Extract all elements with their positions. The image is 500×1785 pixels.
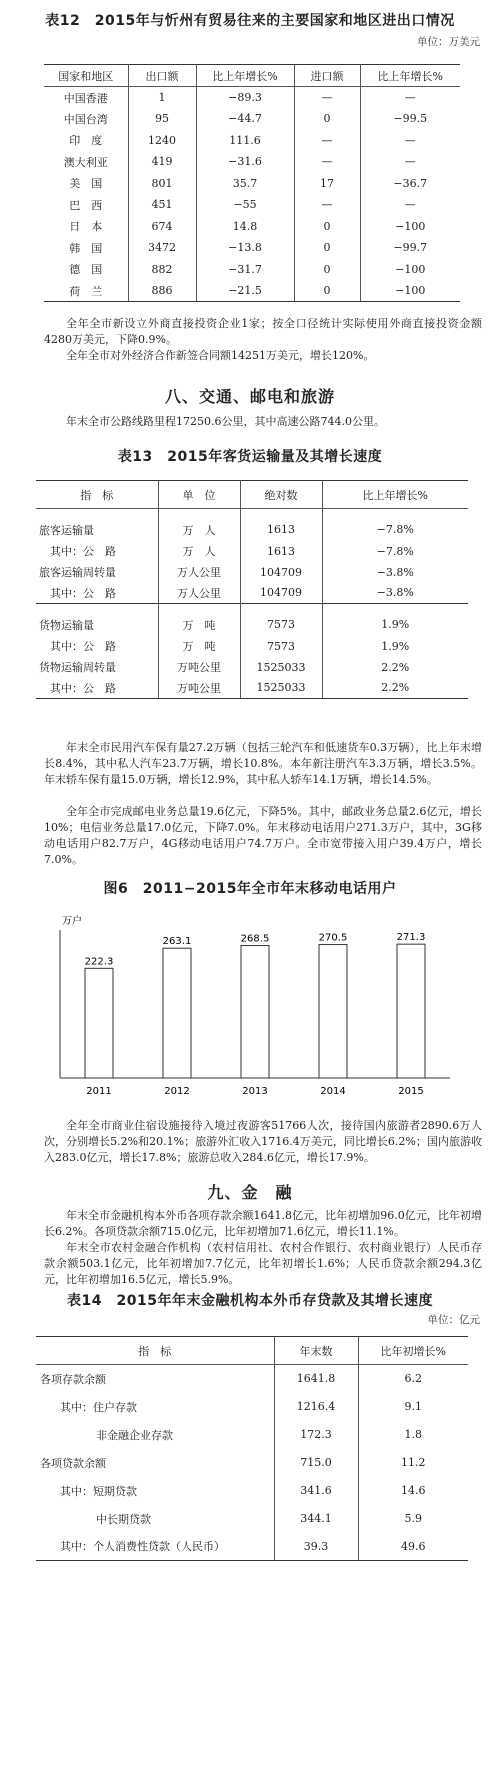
table13-cell: 2.2%: [322, 678, 468, 699]
table13-row: [36, 583, 468, 604]
table13-row: [36, 604, 468, 636]
table13-cell: 万人公里: [158, 562, 240, 583]
table12-cell: 3472: [128, 237, 196, 259]
table13-cell: 货物运输周转量: [36, 657, 158, 678]
table12-cell: 419: [128, 151, 196, 173]
table12-cell: 0: [294, 216, 360, 238]
chart-value-label: 270.5: [318, 932, 348, 944]
table14-cell: 715.0: [274, 1449, 358, 1477]
table14-row: [36, 1477, 468, 1505]
table12-cell: 日 本: [44, 216, 128, 238]
table12-title: 表12 2015年与忻州有贸易往来的主要国家和地区进出口情况: [45, 13, 455, 29]
table14-cell: 9.1: [404, 1400, 422, 1413]
table12-row: [44, 108, 460, 130]
table12-header-import: 进口额: [294, 65, 360, 87]
table12-cell: 荷 兰: [44, 280, 128, 302]
table14-cell: 其中：短期贷款: [36, 1477, 274, 1505]
table12-cell: 0: [294, 108, 360, 130]
table14-cell: 各项贷款余额: [36, 1449, 274, 1477]
table12-cell: 111.6: [196, 130, 294, 152]
chart-bar: [319, 945, 347, 1078]
table12-cell: 801: [128, 173, 196, 195]
table13-cell: 1613: [240, 509, 322, 541]
chart-value-label: 222.3: [84, 956, 114, 968]
table13-cell: 其中：公 路: [36, 541, 158, 562]
table14-cell: 5.9: [404, 1512, 422, 1525]
table12-cell: 886: [128, 280, 196, 302]
table14-row: [36, 1449, 468, 1477]
table13-cell: 1.9%: [381, 639, 410, 653]
table12-header-import-growth: 比上年增长%: [360, 65, 460, 87]
table14-cell: 1.8: [404, 1428, 422, 1441]
chart-title: 图6 2011−2015年全市年末移动电话用户: [103, 881, 397, 897]
table13-cell: 旅客运输周转量: [36, 562, 158, 583]
table12-cell: −99.7: [393, 241, 428, 255]
table12-cell: 451: [128, 194, 196, 216]
table13-cell: 万 人: [158, 509, 240, 541]
table12-cell: −31.7: [196, 259, 294, 281]
table13-cell: −7.8%: [376, 544, 414, 558]
table14-cell: 172.3: [274, 1421, 358, 1449]
table12: [44, 64, 460, 302]
table12-cell: —: [404, 155, 416, 169]
table13-title: 表13 2015年客货运输量及其增长速度: [117, 449, 383, 465]
chart-bar: [163, 948, 191, 1078]
table12-cell: —: [294, 194, 360, 216]
table14-cell: 其中：住户存款: [36, 1393, 274, 1421]
table13-header-value: 绝对数: [240, 481, 322, 509]
table12-row: [44, 216, 460, 238]
table12-cell: 0: [294, 237, 360, 259]
table14: [36, 1336, 468, 1561]
table12-cell: 美 国: [44, 173, 128, 195]
table12-header-region: 国家和地区: [44, 65, 128, 87]
table13-cell: 万 吨: [158, 604, 240, 636]
table13-cell: 其中：公 路: [36, 636, 158, 657]
table13-header-growth: 比上年增长%: [322, 481, 468, 509]
table14-row: [36, 1505, 468, 1533]
table13-cell: 其中：公 路: [36, 678, 158, 699]
table14-cell: 1216.4: [274, 1393, 358, 1421]
table13-cell: 万人公里: [158, 583, 240, 604]
paragraph-deposits-loans: 年末全市金融机构本外币各项存款余额1641.8亿元，比年初增加96.0亿元，比年初增长6.2%。各项贷款余额715.0亿元，比年初增加71.6亿元，增长11.1%。: [44, 1209, 482, 1238]
table14-cell: 11.2: [401, 1456, 426, 1469]
table12-cell: −100: [395, 262, 426, 276]
table13: [36, 480, 468, 699]
table12-cell: −21.5: [196, 280, 294, 302]
table12-cell: −100: [395, 219, 426, 233]
table12-cell: —: [294, 151, 360, 173]
table14-cell: 6.2: [404, 1372, 422, 1386]
chart-bar: [241, 946, 269, 1078]
table13-cell: 万 吨: [158, 636, 240, 657]
table12-row: [44, 259, 460, 281]
paragraph-tourism: 全年全市商业住宿设施接待入境过夜游客51766人次，接待国内旅游者2890.6万人次，分别增长5.2%和20.1%；旅游外汇收入1716.4万美元，同比增长6.2%；国内旅游收入283.0亿元，增长17.8%；旅游总收入284.6亿元，增长17.9%。: [44, 1119, 482, 1164]
chart-bar: [85, 968, 113, 1078]
table12-cell: 95: [128, 108, 196, 130]
table12-row: [44, 280, 460, 302]
table14-cell: 其中：个人消费性贷款（人民币）: [36, 1533, 274, 1561]
table12-cell: −100: [360, 280, 460, 302]
paragraph-telecom: 全年全市完成邮电业务总量19.6亿元，下降5%。其中，邮政业务总量2.6亿元，增长10%；电信业务总量17.0亿元，下降7.0%。年末移动电话用户271.3万户，其中，3G移动电话用户82.7万户，4G移动电话用户74.7万户。全市宽带接入用户39.4万户，增长7.0%。: [44, 805, 482, 866]
table12-row: [44, 130, 460, 152]
chart-x-tick-label: 2014: [320, 1086, 346, 1097]
table13-row: [36, 678, 468, 699]
table12-cell: 中国台湾: [44, 108, 128, 130]
chart-value-label: 263.1: [162, 936, 192, 948]
table13-cell: −3.8%: [376, 565, 414, 579]
table12-cell: 674: [128, 216, 196, 238]
table13-header-indicator: 指 标: [36, 481, 158, 509]
table13-cell: 1613: [240, 541, 322, 562]
table14-header-value: 年末数: [274, 1337, 358, 1365]
table14-title: 表14 2015年年末金融机构本外币存贷款及其增长速度: [67, 1293, 433, 1309]
table12-row: [44, 173, 460, 195]
table12-cell: 韩 国: [44, 237, 128, 259]
table13-cell: 104709: [240, 583, 322, 604]
table13-cell: 7573: [240, 636, 322, 657]
chart-x-tick-label: 2011: [86, 1086, 112, 1097]
table13-cell: 万 人: [158, 541, 240, 562]
table12-cell: 巴 西: [44, 194, 128, 216]
paragraph-highway: 年末全市公路线路里程17250.6公里，其中高速公路744.0公里。: [66, 415, 385, 428]
table13-cell: 7573: [240, 604, 322, 636]
section-heading-transport: 八、交通、邮电和旅游: [164, 387, 335, 406]
table14-row: [36, 1421, 468, 1449]
table12-cell: −89.3: [196, 87, 294, 109]
table13-cell: 104709: [240, 562, 322, 583]
table13-body: [36, 509, 468, 699]
table12-cell: 0: [294, 280, 360, 302]
table13-cell: 万吨公里: [158, 657, 240, 678]
table12-cell: —: [404, 198, 416, 212]
chart-value-label: 271.3: [396, 932, 426, 944]
paragraph-foreign-investment: 全年全市新设立外商直接投资企业1家；按全口径统计实际使用外商直接投资金额4280万美元，下降0.9%。: [44, 317, 482, 346]
chart-x-tick-label: 2012: [164, 1086, 190, 1097]
table12-row: [44, 87, 460, 109]
section-heading-finance: 九、金 融: [207, 1183, 293, 1202]
table12-header-export-growth: 比上年增长%: [196, 65, 294, 87]
table14-unit: 单位：亿元: [427, 1314, 480, 1326]
chart-bars: [85, 932, 426, 1097]
table12-unit: 单位：万美元: [417, 36, 480, 48]
table13-cell: 1525033: [240, 657, 322, 678]
table13-row: [36, 636, 468, 657]
table12-cell: −36.7: [393, 176, 428, 190]
chart-value-label: 268.5: [240, 933, 270, 945]
chart-x-tick-label: 2015: [398, 1086, 424, 1097]
table12-cell: 35.7: [196, 173, 294, 195]
table14-body: [36, 1365, 468, 1561]
table14-cell: 341.6: [274, 1477, 358, 1505]
chart-bar: [397, 944, 425, 1078]
table13-row: [36, 509, 468, 541]
table14-cell: 中长期贷款: [36, 1505, 274, 1533]
table12-row: [44, 237, 460, 259]
table12-header-export: 出口额: [128, 65, 196, 87]
table12-body: [44, 87, 460, 302]
table12-cell: —: [404, 91, 416, 104]
table14-cell: 1641.8: [274, 1365, 358, 1393]
table12-cell: —: [294, 130, 360, 152]
table13-cell: −7.8%: [376, 523, 414, 537]
table12-cell: 0: [294, 259, 360, 281]
table12-cell: 1240: [128, 130, 196, 152]
paragraph-economic-cooperation: 全年全市对外经济合作新签合同额14251万美元，增长120%。: [66, 349, 375, 362]
table13-cell: 万吨公里: [158, 678, 240, 699]
table13-cell: 1525033: [240, 678, 322, 699]
table12-cell: 德 国: [44, 259, 128, 281]
table13-row: [36, 562, 468, 583]
table13-cell: 2.2%: [381, 660, 410, 674]
table12-row: [44, 194, 460, 216]
table12-cell: −55: [196, 194, 294, 216]
table14-cell: 14.6: [401, 1484, 426, 1497]
chart-x-tick-label: 2013: [242, 1086, 268, 1097]
table12-cell: 澳大利亚: [44, 151, 128, 173]
table12-cell: −44.7: [196, 108, 294, 130]
table12-cell: 1: [128, 87, 196, 109]
table12-cell: 882: [128, 259, 196, 281]
table14-row: [36, 1393, 468, 1421]
table12-cell: —: [404, 133, 416, 147]
table13-cell: −3.8%: [376, 586, 414, 600]
table12-cell: −99.5: [393, 112, 428, 126]
table12-row: [44, 151, 460, 173]
table13-row: [36, 541, 468, 562]
table13-header-unit: 单 位: [158, 481, 240, 509]
table14-cell: 39.3: [274, 1533, 358, 1561]
table14-row: [36, 1365, 468, 1393]
mobile-users-bar-chart: [40, 908, 460, 1108]
table13-row: [36, 657, 468, 678]
table14-cell: 各项存款余额: [36, 1365, 274, 1393]
table14-header-indicator: 指 标: [36, 1337, 274, 1365]
table14-cell: 非金融企业存款: [36, 1421, 274, 1449]
paragraph-vehicles: 年末全市民用汽车保有量27.2万辆（包括三轮汽车和低速货车0.3万辆），比上年末增长8.4%，其中私人汽车23.7万辆，增长10.8%。本年新注册汽车3.3万辆，增长3.5%。年末轿车保有量15.0万辆，增长12.9%，其中私人轿车14.1万辆，增长14.5%。: [44, 741, 482, 786]
table12-cell: −31.6: [196, 151, 294, 173]
paragraph-rural-finance: 年末全市农村金融合作机构（农村信用社、农村合作银行、农村商业银行）人民币存款余额503.1亿元，比年初增加7.7亿元，比年初增长1.6%；人民币贷款余额294.3亿元，比年初增加16.5亿元，增长5.9%。: [44, 1241, 482, 1286]
table14-header-growth: 比年初增长%: [358, 1337, 468, 1365]
table13-cell: 货物运输量: [36, 604, 158, 636]
table14-row: [36, 1533, 468, 1561]
table13-cell: 其中：公 路: [36, 583, 158, 604]
table12-cell: 14.8: [196, 216, 294, 238]
table13-cell: 1.9%: [322, 604, 468, 636]
table14-cell: 49.6: [358, 1533, 468, 1561]
table12-cell: —: [294, 87, 360, 109]
table12-cell: 17: [294, 173, 360, 195]
table12-cell: 中国香港: [44, 87, 128, 109]
table12-cell: −13.8: [196, 237, 294, 259]
table14-cell: 344.1: [274, 1505, 358, 1533]
table12-cell: 印 度: [44, 130, 128, 152]
chart-y-axis-label: 万户: [62, 916, 82, 927]
table13-cell: 旅客运输量: [36, 509, 158, 541]
